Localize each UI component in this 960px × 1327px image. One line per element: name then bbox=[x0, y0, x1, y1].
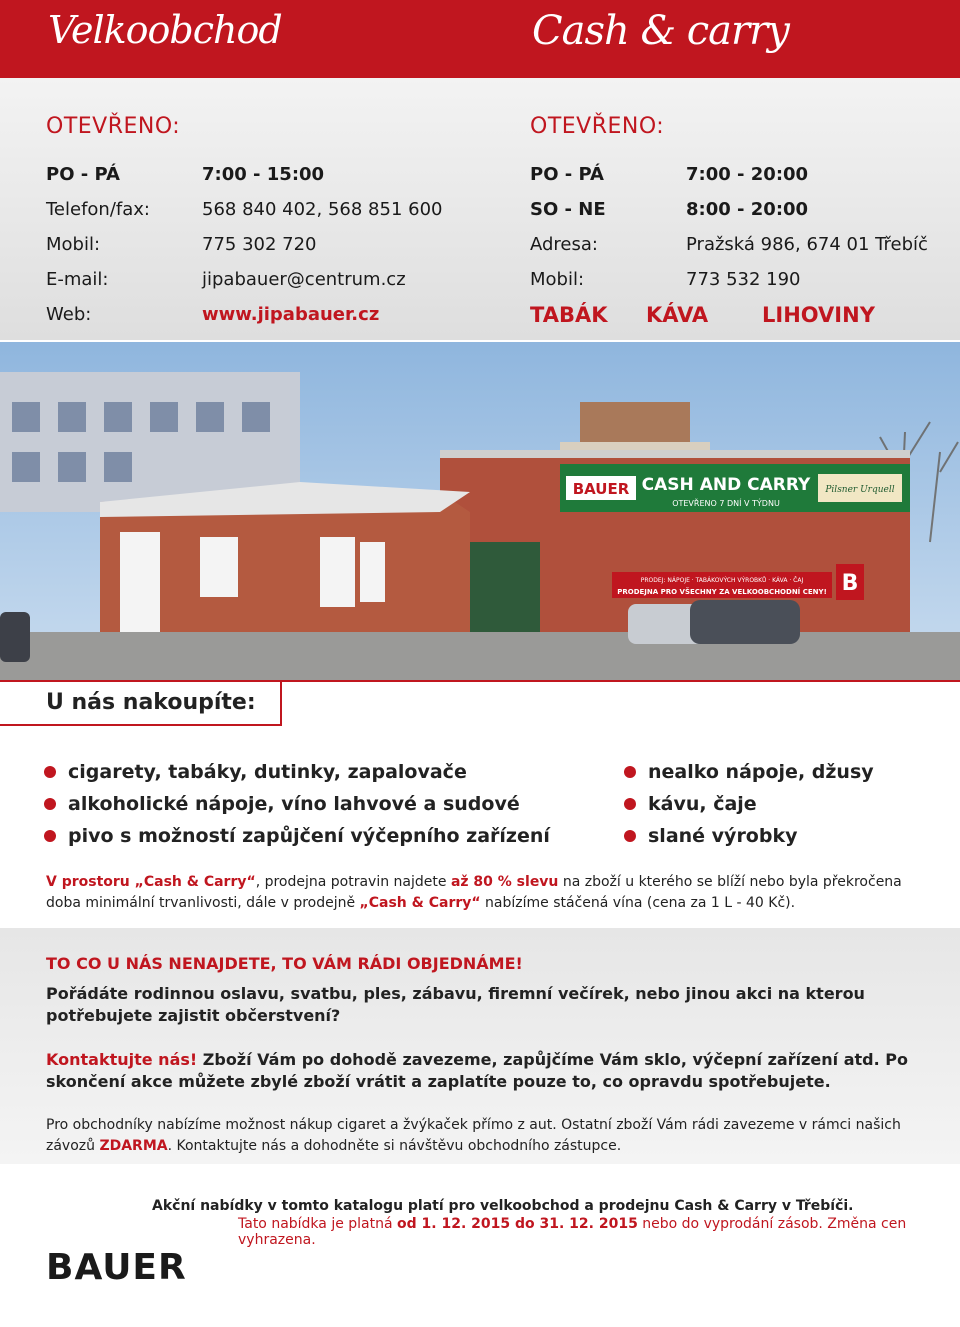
cash-carry-title: Cash & carry bbox=[532, 8, 789, 54]
contact-text: Zboží Vám po dohodě zavezeme, zapůjčíme Vám sklo, výčepní zařízení atd. Po skončení akce můžete zbylé zboží vrátit a zaplatíte pouze to, co opravdu spotřebujete. bbox=[46, 1050, 908, 1091]
cash-carry-open-title: OTEVŘENO: bbox=[530, 114, 665, 139]
contact-offer bbox=[46, 1049, 926, 1093]
cash-carry-mobile-row bbox=[530, 262, 928, 297]
promo-part: V prostoru „Cash & Carry“ bbox=[46, 874, 256, 890]
store-photo bbox=[0, 342, 960, 680]
bullet-icon bbox=[44, 798, 56, 810]
list-item-text: pivo s možností zapůjčení výčepního zařízení bbox=[68, 825, 550, 847]
wholesale-open-title: OTEVŘENO: bbox=[46, 114, 181, 139]
row-label: Web: bbox=[46, 304, 92, 325]
list-item-text: nealko nápoje, džusy bbox=[648, 761, 874, 783]
list-item bbox=[44, 820, 550, 852]
bullet-icon bbox=[44, 830, 56, 842]
cash-carry-column bbox=[530, 114, 928, 327]
section-tab bbox=[0, 682, 282, 726]
row-label: Adresa: bbox=[530, 234, 598, 255]
email-link[interactable]: jipabauer@centrum.cz bbox=[202, 269, 406, 290]
row-label: E-mail: bbox=[46, 269, 109, 290]
web-link[interactable]: www.jipabauer.cz bbox=[202, 304, 380, 325]
weekday-hours-row bbox=[530, 157, 928, 192]
wholesale-hours-row bbox=[46, 157, 442, 192]
sign-sub-text: OTEVŘENO 7 DNÍ V TÝDNU bbox=[672, 499, 780, 508]
product-spirits: LIHOVINY bbox=[762, 303, 875, 327]
bullet-icon bbox=[624, 766, 636, 778]
order-title: TO CO U NÁS NENAJDETE, TO VÁM RÁDI OBJEDNÁME! bbox=[46, 954, 523, 973]
bullet-icon bbox=[44, 766, 56, 778]
wholesale-web-row bbox=[46, 297, 442, 332]
row-label: Mobil: bbox=[530, 269, 585, 290]
discount-highlight: až 80 % slevu bbox=[450, 874, 559, 890]
row-value: 7:00 - 20:00 bbox=[686, 164, 809, 185]
wholesale-title: Velkoobchod bbox=[48, 8, 282, 52]
address-row bbox=[530, 227, 928, 262]
validity-note: Akční nabídky v tomto katalogu platí pro velkoobchod a prodejnu Cash & Carry v Třebíči. bbox=[152, 1198, 854, 1214]
section-heading: U nás nakoupíte: bbox=[46, 690, 256, 715]
bauer-logo bbox=[46, 1246, 216, 1286]
note-text: . Kontaktujte nás a dohodněte si návštěvu obchodního zástupce. bbox=[167, 1138, 622, 1154]
row-value: 7:00 - 15:00 bbox=[202, 164, 325, 185]
discount-note bbox=[46, 872, 926, 914]
validity-period: od 1. 12. 2015 do 31. 12. 2015 bbox=[397, 1216, 638, 1232]
sign-beer: Pilsner Urquell bbox=[825, 485, 895, 495]
order-section bbox=[0, 928, 960, 1164]
list-item-text: cigarety, tabáky, dutinky, zapalovače bbox=[68, 761, 467, 783]
free-badge: ZDARMA bbox=[99, 1138, 168, 1154]
product-tobacco: TABÁK bbox=[530, 303, 608, 327]
validity-dates bbox=[238, 1216, 960, 1248]
product-coffee: KÁVA bbox=[646, 303, 709, 327]
row-label: Mobil: bbox=[46, 234, 101, 255]
row-value: 568 840 402, 568 851 600 bbox=[202, 199, 443, 220]
row-value: Pražská 986, 674 01 Třebíč bbox=[686, 234, 928, 255]
row-label: SO - NE bbox=[530, 199, 606, 220]
bullet-icon bbox=[624, 798, 636, 810]
row-value: 773 532 190 bbox=[686, 269, 801, 290]
wholesale-phone-row bbox=[46, 192, 442, 227]
contact-info bbox=[0, 78, 960, 340]
validity-text: nebo do vyprodání zásob. Změna cen vyhrazena. bbox=[238, 1216, 907, 1248]
footer bbox=[0, 1164, 960, 1327]
list-item bbox=[624, 756, 874, 788]
sign-b-letter: B bbox=[841, 571, 859, 596]
bullet-icon bbox=[624, 830, 636, 842]
sign-main-text: CASH AND CARRY bbox=[641, 475, 811, 495]
logo-text: BAUER bbox=[46, 1247, 187, 1286]
trader-note bbox=[46, 1115, 926, 1157]
store-building-illustration bbox=[0, 342, 960, 680]
product-list-right bbox=[624, 756, 874, 852]
shop-section-header bbox=[0, 680, 960, 732]
list-item bbox=[44, 788, 550, 820]
list-item-text: alkoholické nápoje, víno lahvové a sudové bbox=[68, 793, 520, 815]
list-item-text: kávu, čaje bbox=[648, 793, 757, 815]
promo-part: , prodejna potravin najdete bbox=[255, 874, 451, 890]
wholesale-email-row bbox=[46, 262, 442, 297]
wholesale-column bbox=[46, 114, 442, 332]
list-item bbox=[624, 788, 874, 820]
row-label: Telefon/fax: bbox=[46, 199, 150, 220]
row-value: 8:00 - 20:00 bbox=[686, 199, 809, 220]
contact-cta: Kontaktujte nás! bbox=[46, 1050, 198, 1069]
event-question: Pořádáte rodinnou oslavu, svatbu, ples, zábavu, firemní večírek, nebo jinou akci na kterou potřebujete zajistit občerstvení? bbox=[46, 984, 865, 1025]
wholesale-mobile-row bbox=[46, 227, 442, 262]
note-text: Pro obchodníky nabízíme možnost nákup cigaret a žvýkaček přímo z aut. Ostatní zboží Vám rádi zavezeme v rámci našich závozů bbox=[46, 1117, 901, 1154]
weekend-hours-row bbox=[530, 192, 928, 227]
promo-part: nabízíme stáčená vína (cena za 1 L - 40 Kč). bbox=[480, 895, 796, 911]
row-label: PO - PÁ bbox=[530, 164, 604, 185]
list-item-text: slané výrobky bbox=[648, 825, 798, 847]
sign-brand: BAUER bbox=[572, 480, 630, 498]
promo-part: „Cash & Carry“ bbox=[359, 895, 481, 911]
lower-sign-top: PRODEJ: NÁPOJE · TABÁKOVÝCH VÝROBKŮ · KÁVA · ČAJ bbox=[640, 577, 804, 584]
product-categories bbox=[530, 303, 928, 327]
row-value: 775 302 720 bbox=[202, 234, 317, 255]
validity-text: Tato nabídka je platná bbox=[238, 1216, 398, 1232]
promo-part: na zboží u kterého se blíží nebo byla překročena doba minimální trvanlivosti, dále v prodejně bbox=[46, 874, 902, 911]
row-label: PO - PÁ bbox=[46, 164, 120, 185]
top-banner bbox=[0, 0, 960, 78]
list-item bbox=[44, 756, 550, 788]
lower-sign-text: PRODEJNA PRO VŠECHNY ZA VELKOOBCHODNÍ CENY! bbox=[617, 588, 827, 596]
product-list-left bbox=[44, 756, 550, 852]
list-item bbox=[624, 820, 874, 852]
